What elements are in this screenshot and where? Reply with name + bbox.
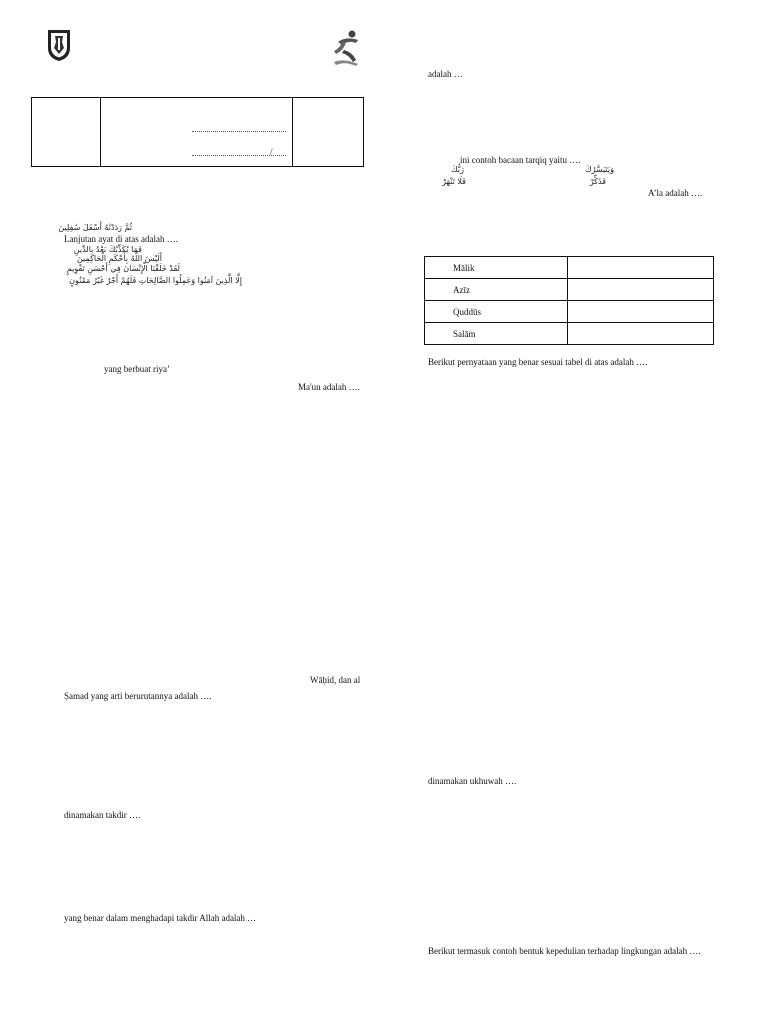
running-figure-logo-icon <box>328 28 364 66</box>
table-row <box>425 323 714 345</box>
name-blank-line <box>192 131 286 132</box>
answer-option[interactable]: فَذَكِّرْ <box>589 177 606 186</box>
header-divider <box>100 98 101 166</box>
table-row <box>425 279 714 301</box>
question-text: Ṣamad yang arti berurutannya adalah …. <box>64 691 212 701</box>
table-cell: Quddūs <box>425 301 568 323</box>
question-text: dinamakan takdir …. <box>64 810 141 820</box>
question-text: A’la adalah …. <box>648 188 703 198</box>
question-text: Berikut pernyataan yang benar sesuai tabel di atas adalah …. <box>428 357 648 367</box>
table-row <box>425 257 714 279</box>
question-text: Ma'un adalah …. <box>298 382 360 392</box>
asmaul-husna-table <box>424 256 714 345</box>
answer-option[interactable]: رَبُّكَ <box>451 165 464 174</box>
school-emblem-icon <box>46 28 72 62</box>
table-cell: Azīz <box>425 279 568 301</box>
question-text: Lanjutan ayat di atas adalah …. <box>64 234 178 244</box>
date-separator: / <box>270 147 273 157</box>
arabic-verse: ثُمَّ رَدَدْنَٰهُ أَسْفَلَ سَٰفِلِينَ <box>58 223 132 232</box>
question-text: Berikut termasuk contoh bentuk kepedulian terhadap lingkungan adalah …. <box>428 946 701 956</box>
table-cell-blank <box>568 257 714 279</box>
question-text: adalah … <box>428 69 463 79</box>
table-cell-blank <box>568 279 714 301</box>
question-text: Wāḥid, dan al <box>310 675 361 685</box>
answer-option[interactable]: فَمَا يُكَذِّبُكَ بَعْدُ بِالدِّينِ <box>73 245 142 254</box>
answer-option[interactable]: وَيَتَيَسَّرُكَ <box>584 165 614 174</box>
question-text: dinamakan ukhuwah …. <box>428 776 517 786</box>
question-text: yang benar dalam menghadapi takdir Allah adalah … <box>64 913 257 923</box>
question-text: ini contoh bacaan tarqiq yaitu …. <box>460 155 581 165</box>
table-cell: Salām <box>425 323 568 345</box>
table-cell-blank <box>568 323 714 345</box>
answer-option[interactable]: لَقَدْ خَلَقْنَا الْإِنْسَانَ فِي أَحْسَنِ تَقْوِيمٍ <box>66 264 180 273</box>
table-row <box>425 301 714 323</box>
header-identity-table <box>31 97 364 167</box>
table-cell: Mālik <box>425 257 568 279</box>
table-cell-blank <box>568 301 714 323</box>
answer-option[interactable]: فَلَا تَنْهَرْ <box>442 177 466 186</box>
answer-option[interactable]: أَلَيْسَ اللَّهُ بِأَحْكَمِ الْحَاكِمِينَ <box>76 254 162 263</box>
header-divider <box>292 98 293 166</box>
question-text: yang berbuat riya’ <box>104 364 170 374</box>
answer-option[interactable]: إِلَّا الَّذِينَ آمَنُوا وَعَمِلُوا الصَّالِحَاتِ فَلَهُمْ أَجْرٌ غَيْرُ مَمْنُونٍ <box>69 276 242 285</box>
